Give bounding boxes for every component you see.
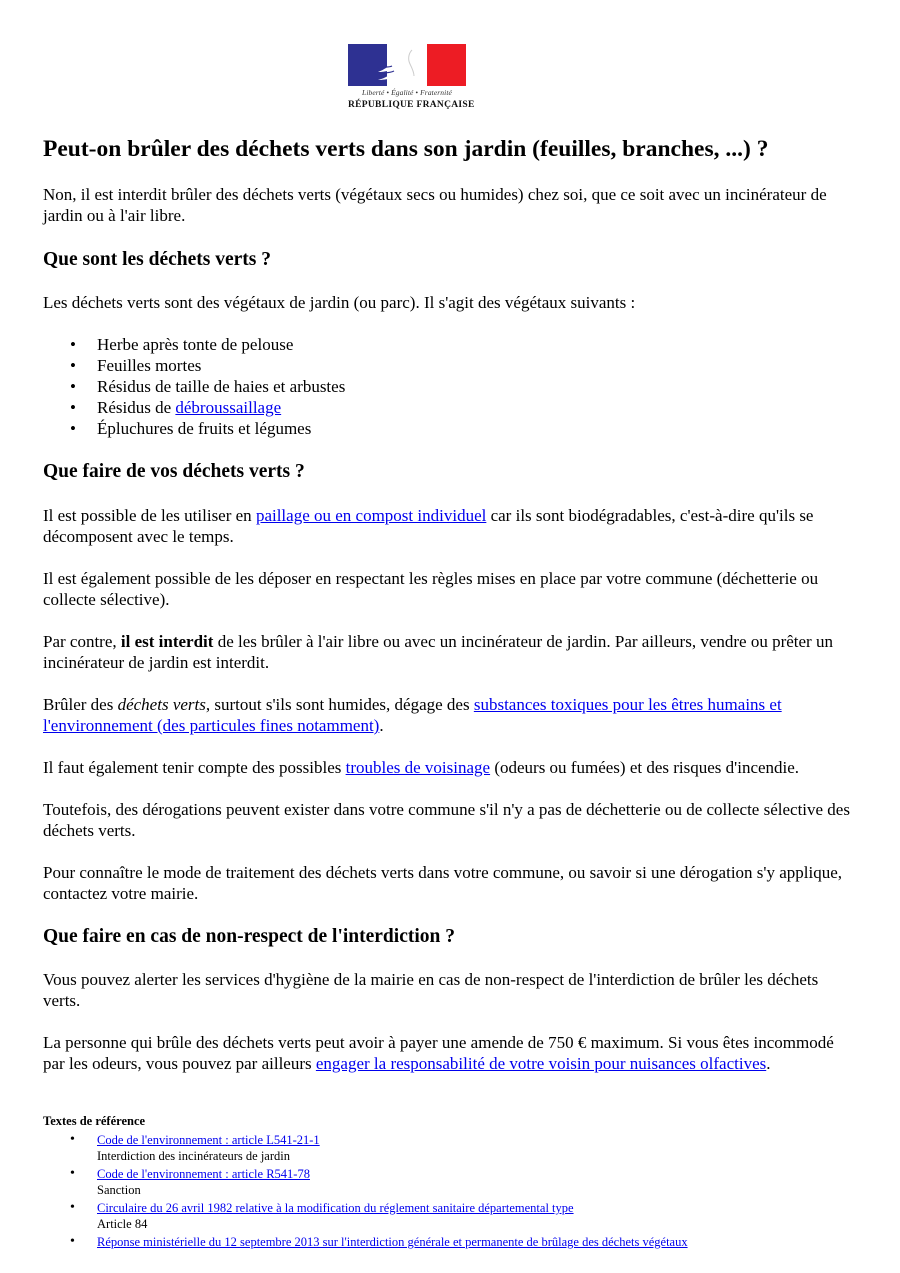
- list-item: • Feuilles mortes: [43, 355, 345, 376]
- bold-text: il est interdit: [120, 632, 214, 651]
- section3-paragraph-2: [43, 1032, 857, 1074]
- paragraph-text: Brûler des: [43, 695, 118, 714]
- reference-link[interactable]: Circulaire du 26 avril 1982 relative à la modification du réglement sanitaire départemental type: [97, 1201, 574, 1215]
- paillage-compost-link[interactable]: paillage ou en compost individuel: [255, 506, 487, 525]
- paragraph-text: Il est possible de les utiliser en: [43, 506, 256, 525]
- section-heading-what-to-do: Que faire de vos déchets verts ?: [43, 461, 305, 482]
- paragraph-text: de les brûler à l'air libre ou avec un incinérateur de jardin. Par ailleurs, vendre ou prêter un incinérateur de jardin est interdit.: [43, 632, 833, 672]
- nuisances-olfactives-link[interactable]: engager la responsabilité de votre voisin pour nuisances olfactives: [315, 1054, 767, 1073]
- paragraph-text: (odeurs ou fumées) et des risques d'incendie.: [490, 758, 800, 777]
- marianne-logo-icon: [348, 44, 466, 86]
- paragraph-text: , surtout s'ils sont humides, dégage des: [205, 695, 474, 714]
- list-item-text: Résidus de: [97, 398, 176, 417]
- paragraph-text: La personne qui brûle des déchets verts peut avoir à payer une amende de 750 € maximum. Si vous êtes incommodé par les odeurs, vous pouvez par ailleurs: [43, 1033, 834, 1073]
- reference-link[interactable]: Code de l'environnement : article L541-21-1: [97, 1133, 320, 1147]
- section2-paragraph-5: [43, 757, 857, 778]
- list-item: • Épluchures de fruits et légumes: [43, 418, 345, 439]
- section3-paragraph-1: Vous pouvez alerter les services d'hygiène de la mairie en cas de non-respect de l'interdiction de brûler les déchets verts.: [43, 970, 819, 1010]
- list-item: [43, 397, 345, 418]
- reference-note: Article 84: [97, 1217, 148, 1231]
- toxic-substances-link[interactable]: substances toxiques pour les êtres humains et l'environnement (des particules fines notamment): [43, 695, 782, 735]
- paragraph-text: .: [379, 716, 384, 735]
- reference-note: Sanction: [97, 1183, 141, 1197]
- reference-note: Interdiction des incinérateurs de jardin: [97, 1149, 290, 1163]
- troubles-voisinage-link[interactable]: troubles de voisinage: [345, 758, 491, 777]
- republique-francaise-logo: [348, 44, 475, 114]
- paragraph-text: Il faut également tenir compte des possibles: [43, 758, 346, 777]
- section2-paragraph-3: [43, 631, 857, 673]
- paragraph-text: Par contre,: [43, 632, 121, 651]
- reference-link[interactable]: Code de l'environnement : article R541-78: [97, 1167, 310, 1181]
- republique-francaise-text: RÉPUBLIQUE FRANÇAISE: [348, 100, 475, 110]
- reference-item: [43, 1166, 688, 1198]
- references-list: [43, 1132, 688, 1252]
- paragraph-text: car ils sont biodégradables, c'est-à-dire qu'ils se décomposent avec le temps.: [43, 506, 814, 546]
- italic-text: déchets verts: [117, 695, 206, 714]
- section2-paragraph-1: [43, 505, 857, 547]
- section2-paragraph-4: [43, 694, 857, 736]
- paragraph-text: .: [766, 1054, 771, 1073]
- green-waste-list: [43, 334, 345, 439]
- reference-link[interactable]: Réponse ministérielle du 12 septembre 2013 sur l'interdiction générale et permanente de brûlage des déchets végétaux: [97, 1235, 688, 1249]
- debroussaillage-link[interactable]: débroussaillage: [175, 398, 282, 417]
- reference-item: [43, 1200, 688, 1232]
- section1-text: Les déchets verts sont des végétaux de jardin (ou parc). Il s'agit des végétaux suivants :: [43, 293, 636, 312]
- section-heading-what: Que sont les déchets verts ?: [43, 249, 272, 270]
- section2-paragraph-2: Il est également possible de les déposer en respectant les règles mises en place par votre commune (déchetterie ou collecte sélective).: [43, 569, 819, 609]
- list-item: • Résidus de taille de haies et arbustes: [43, 376, 345, 397]
- motto-text: Liberté • Égalité • Fraternité: [362, 88, 452, 97]
- section2-paragraph-7: Pour connaître le mode de traitement des déchets verts dans votre commune, ou savoir si une dérogation s'y applique, contactez votre mairie.: [43, 863, 843, 903]
- reference-item: [43, 1234, 688, 1250]
- references-title: Textes de référence: [43, 1114, 146, 1128]
- reference-item: [43, 1132, 688, 1164]
- section2-paragraph-6: Toutefois, des dérogations peuvent exister dans votre commune s'il n'y a pas de déchetterie ou de collecte sélective des déchets verts.: [43, 800, 850, 840]
- intro-paragraph: Non, il est interdit brûler des déchets verts (végétaux secs ou humides) chez soi, que ce soit avec un incinérateur de jardin ou à l'air libre.: [43, 185, 827, 225]
- page-title: Peut-on brûler des déchets verts dans son jardin (feuilles, branches, ...) ?: [43, 136, 769, 162]
- list-item: • Herbe après tonte de pelouse: [43, 334, 345, 355]
- section-heading-non-respect: Que faire en cas de non-respect de l'interdiction ?: [43, 926, 455, 947]
